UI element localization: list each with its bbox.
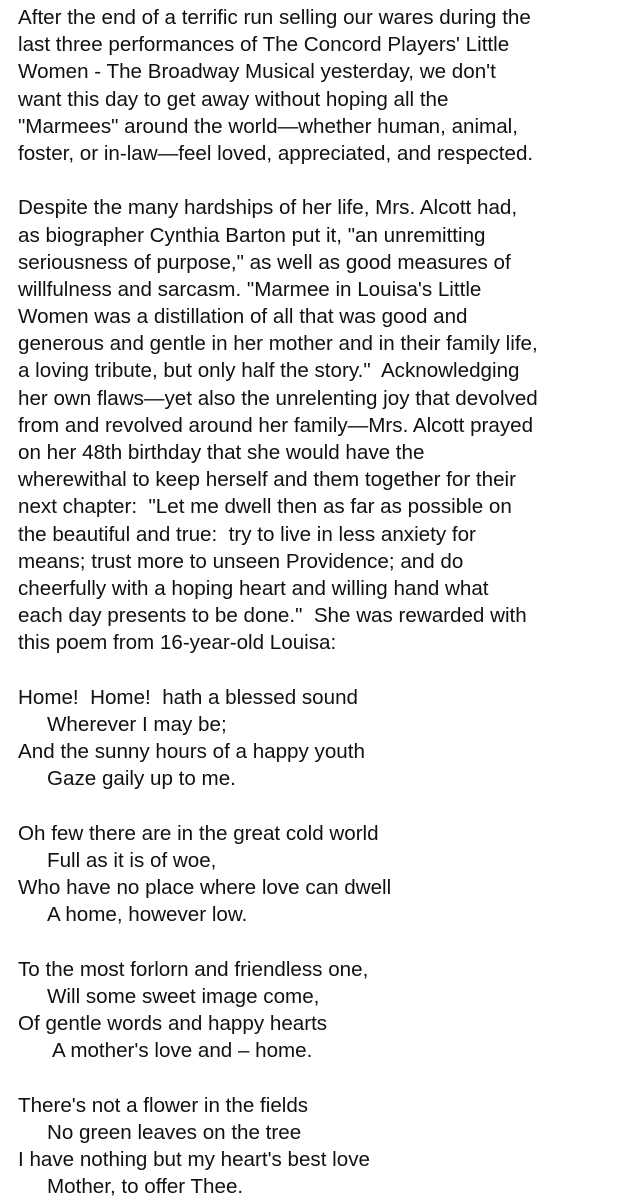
text-line: from and revolved around her family—Mrs. Alcott prayed [18, 413, 534, 437]
poem-stanza [18, 820, 618, 929]
poem-stanza [18, 1092, 618, 1200]
poem-line: Home! Home! hath a blessed sound [18, 685, 358, 709]
poem-line-indented: No green leaves on the tree [47, 1120, 302, 1144]
poem-line-indented: Gaze gaily up to me. [47, 767, 236, 791]
text-line: on her 48th birthday that she would have the [18, 441, 425, 464]
text-line: this poem from 16-year-old Louisa: [18, 631, 337, 655]
poem-line-indented: Mother, to offer Thee. [47, 1175, 244, 1199]
text-line: as biographer Cynthia Barton put it, "an unremitting [18, 223, 486, 247]
text-line: last three performances of The Concord Players' Little [18, 33, 510, 57]
document-body [18, 4, 618, 1200]
poem-stanza [18, 684, 618, 793]
poem-line: Who have no place where love can dwell [18, 876, 392, 899]
text-line: Women was a distillation of all that was good and [18, 305, 468, 329]
text-line: next chapter: "Let me dwell then as far as possible on [18, 495, 512, 519]
poem-line-indented: Will some sweet image come, [47, 984, 320, 1008]
text-line: wherewithal to keep herself and them together for their [18, 468, 516, 492]
text-line: her own flaws—yet also the unrelenting joy that devolved [18, 386, 538, 410]
poem-line: And the sunny hours of a happy youth [18, 740, 365, 764]
poem-stanza [18, 956, 618, 1065]
poem-line: To the most forlorn and friendless one, [18, 957, 369, 981]
text-line: foster, or in-law—feel loved, appreciated, and respected. [18, 141, 534, 165]
text-line: generous and gentle in her mother and in their family life, [18, 332, 538, 356]
text-line: cheerfully with a hoping heart and willing hand what [18, 576, 489, 600]
text-line: seriousness of purpose," as well as good measures of [18, 250, 511, 274]
poem-line: I have nothing but my heart's best love [18, 1147, 370, 1171]
text-line: willfulness and sarcasm. "Marmee in Louisa's Little [18, 277, 482, 301]
text-line: Women - The Broadway Musical yesterday, we don't [18, 60, 496, 84]
stanza-gap [18, 1064, 618, 1091]
paragraph-gap [18, 167, 618, 194]
text-line: Despite the many hardships of her life, Mrs. Alcott had, [18, 196, 518, 220]
poem-line: Of gentle words and happy hearts [18, 1011, 328, 1035]
text-line: want this day to get away without hoping all the [18, 87, 449, 111]
stanza-gap [18, 928, 618, 955]
poem-line-indented: Wherever I may be; [47, 712, 227, 736]
text-line: the beautiful and true: try to live in less anxiety for [18, 522, 476, 546]
paragraph-gap [18, 657, 618, 684]
poem-line: There's not a flower in the fields [18, 1093, 309, 1117]
poem-line-indented: Full as it is of woe, [47, 848, 217, 872]
alcott-paragraph [18, 194, 618, 656]
intro-paragraph [18, 4, 618, 167]
text-line: each day presents to be done." She was rewarded with [18, 604, 527, 628]
text-line: "Marmees" around the world—whether human, animal, [18, 114, 518, 138]
text-line: a loving tribute, but only half the story." Acknowledging [18, 359, 520, 383]
stanza-gap [18, 792, 618, 819]
poem-line: Oh few there are in the great cold world [18, 821, 379, 845]
poem-line-indented: A home, however low. [47, 903, 248, 927]
text-line: After the end of a terrific run selling our wares during the [18, 6, 531, 29]
text-line: means; trust more to unseen Providence; and do [18, 549, 464, 573]
poem [18, 684, 618, 1200]
poem-line-indented: A mother's love and – home. [52, 1039, 313, 1063]
